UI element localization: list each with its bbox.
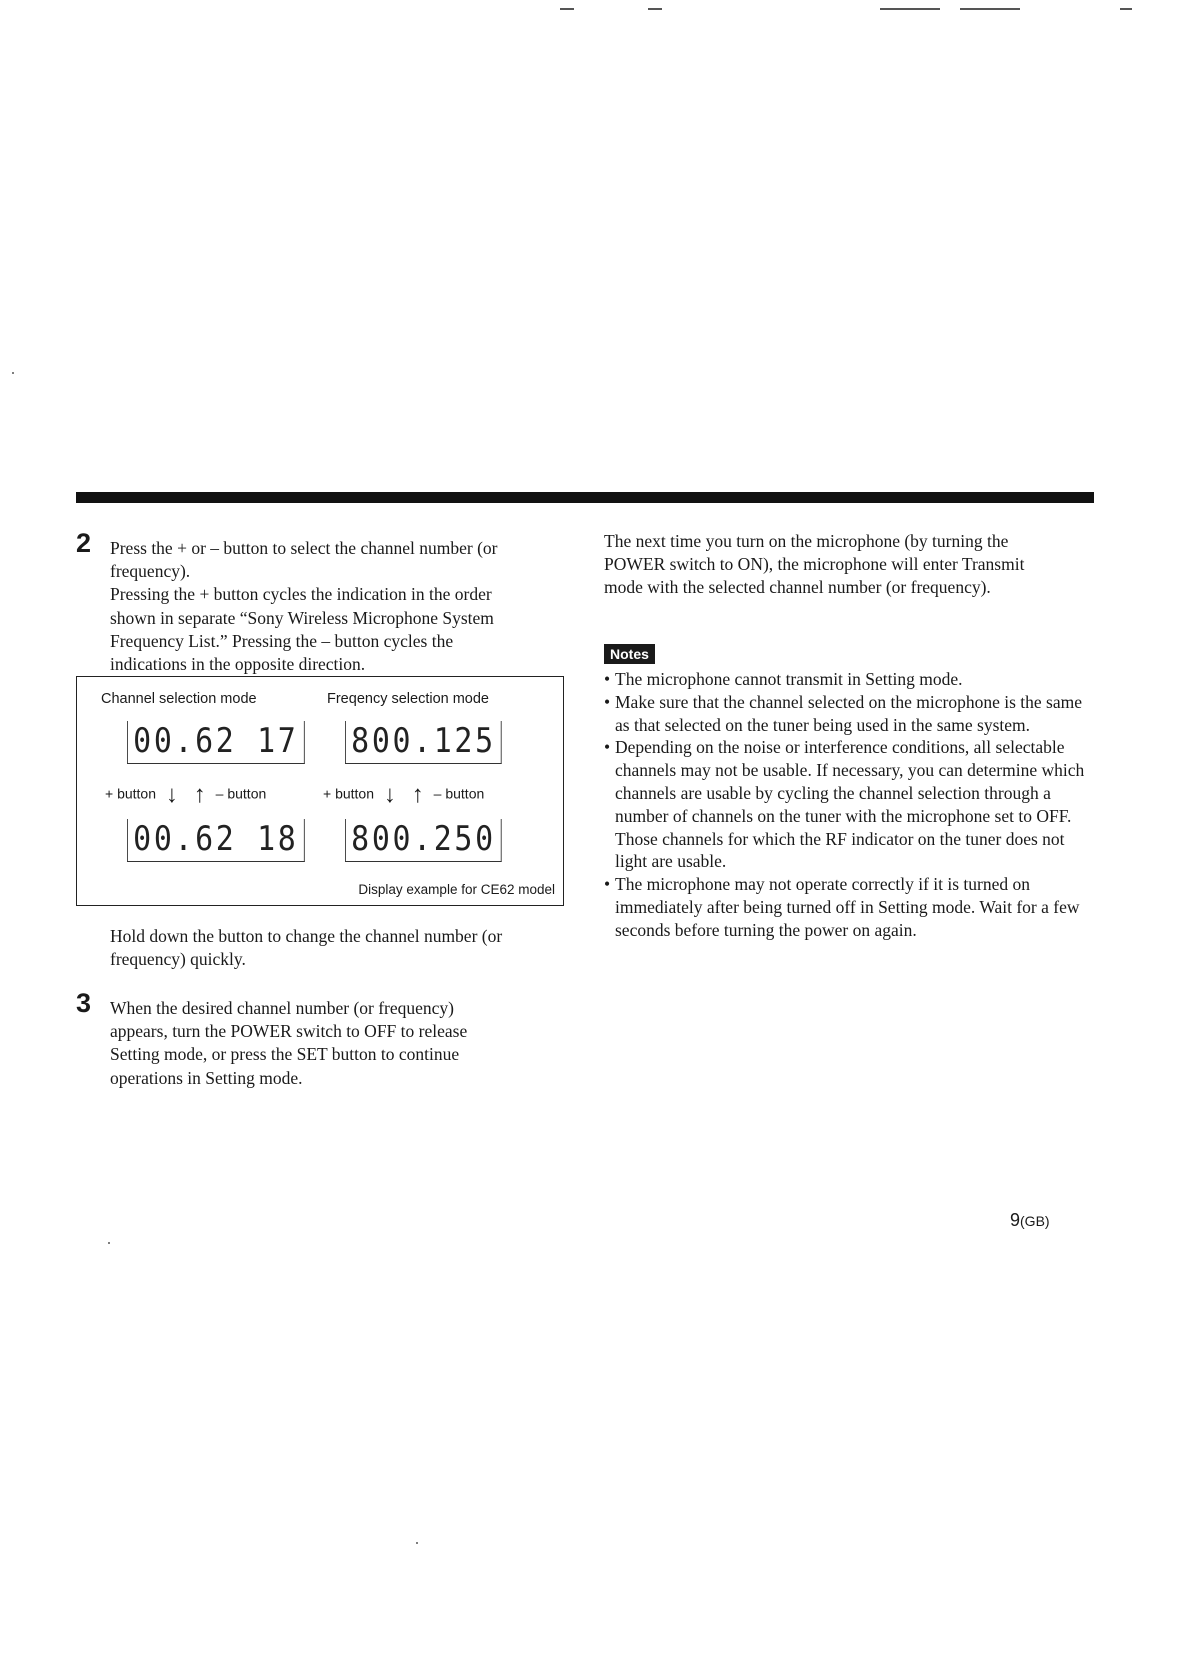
bullet-icon: • [604, 691, 611, 712]
note-text: Make sure that the channel selected on the microphone is the same as that selected on the tuner being used in the same system. [615, 691, 1082, 735]
minus-button-label: – button [215, 785, 267, 802]
step-3-text [110, 997, 570, 1090]
step-3-line: appears, turn the POWER switch to OFF to release [110, 1021, 468, 1042]
plus-button-label: + button [323, 785, 374, 802]
note-text: Depending on the noise or interference conditions, all selectable channels may not be usable. If necessary, you can determine which channels are usable by cycling the channel selection through a number of channels on the tuner with the microphone set to OFF. Those channels for which the RF indicator on the tuner does not light are usable. [615, 737, 1085, 872]
scan-mark [560, 8, 574, 10]
note-item [604, 668, 1090, 691]
scan-mark [648, 8, 662, 10]
frequency-button-row [323, 781, 484, 809]
display-example-figure [76, 676, 564, 906]
scan-mark [108, 1242, 110, 1244]
notes-badge: Notes [604, 644, 655, 664]
step-2-line: indications in the opposite direction. [110, 654, 366, 675]
scan-mark [1120, 8, 1132, 10]
step-2-line: Pressing the + button cycles the indication in the order [110, 584, 492, 605]
right-intro-line: POWER switch to ON), the microphone will enter Transmit [604, 554, 1025, 575]
up-arrow-icon: ↑ [411, 781, 424, 808]
channel-mode-heading: Channel selection mode [101, 691, 257, 707]
note-text: The microphone may not operate correctly if it is turned on immediately after being turned off in Setting mode. Wait for a few seconds before turning the power on again. [615, 874, 1080, 940]
step-2-line: frequency). [110, 561, 191, 582]
page-number-suffix: (GB) [1020, 1213, 1050, 1229]
down-arrow-icon: ↓ [165, 781, 178, 808]
step-3-line: Setting mode, or press the SET button to continue [110, 1044, 460, 1065]
bullet-icon: • [604, 737, 611, 758]
scan-mark [960, 8, 1020, 10]
step-2-number: 2 [76, 528, 92, 558]
page-number [1010, 1210, 1050, 1231]
hold-text [110, 925, 570, 971]
scan-mark [880, 8, 940, 10]
step-2-text [110, 537, 570, 676]
plus-button-label: + button [105, 785, 156, 802]
hold-line: frequency) quickly. [110, 949, 246, 970]
section-rule [76, 492, 1094, 503]
page-number-value: 9 [1010, 1210, 1021, 1230]
note-item [604, 691, 1090, 737]
step-3-line: When the desired channel number (or frequency) [110, 998, 455, 1018]
right-intro-line: The next time you turn on the microphone (by turning the [604, 531, 1009, 551]
right-intro [604, 530, 1094, 600]
note-text: The microphone cannot transmit in Setting mode. [615, 669, 963, 689]
up-arrow-icon: ↑ [193, 781, 206, 808]
step-2-line: shown in separate “Sony Wireless Microphone System [110, 607, 494, 628]
channel-display-top: 00.62 17 [127, 721, 305, 764]
note-item [604, 873, 1090, 941]
step-2-line: Press the + or – button to select the channel number (or [110, 538, 498, 558]
bullet-icon: • [604, 874, 611, 895]
minus-button-label: – button [433, 785, 485, 802]
hold-line: Hold down the button to change the channel number (or [110, 926, 503, 946]
scan-mark [416, 1542, 418, 1544]
channel-button-row [105, 781, 266, 809]
frequency-mode-heading: Freqency selection mode [327, 691, 489, 707]
step-3-number: 3 [76, 988, 92, 1018]
channel-display-bottom: 00.62 18 [127, 819, 305, 862]
frequency-display-top: 800.125 [345, 721, 502, 764]
bullet-icon: • [604, 669, 611, 689]
right-intro-line: mode with the selected channel number (or frequency). [604, 577, 991, 598]
step-2-line: Frequency List.” Pressing the – button cycles the [110, 630, 454, 651]
step-3-line: operations in Setting mode. [110, 1067, 303, 1088]
down-arrow-icon: ↓ [383, 781, 396, 808]
notes-list [604, 668, 1090, 942]
note-item [604, 736, 1090, 873]
figure-caption: Display example for CE62 model [358, 882, 555, 897]
scan-mark [12, 372, 14, 374]
frequency-display-bottom: 800.250 [345, 819, 502, 862]
